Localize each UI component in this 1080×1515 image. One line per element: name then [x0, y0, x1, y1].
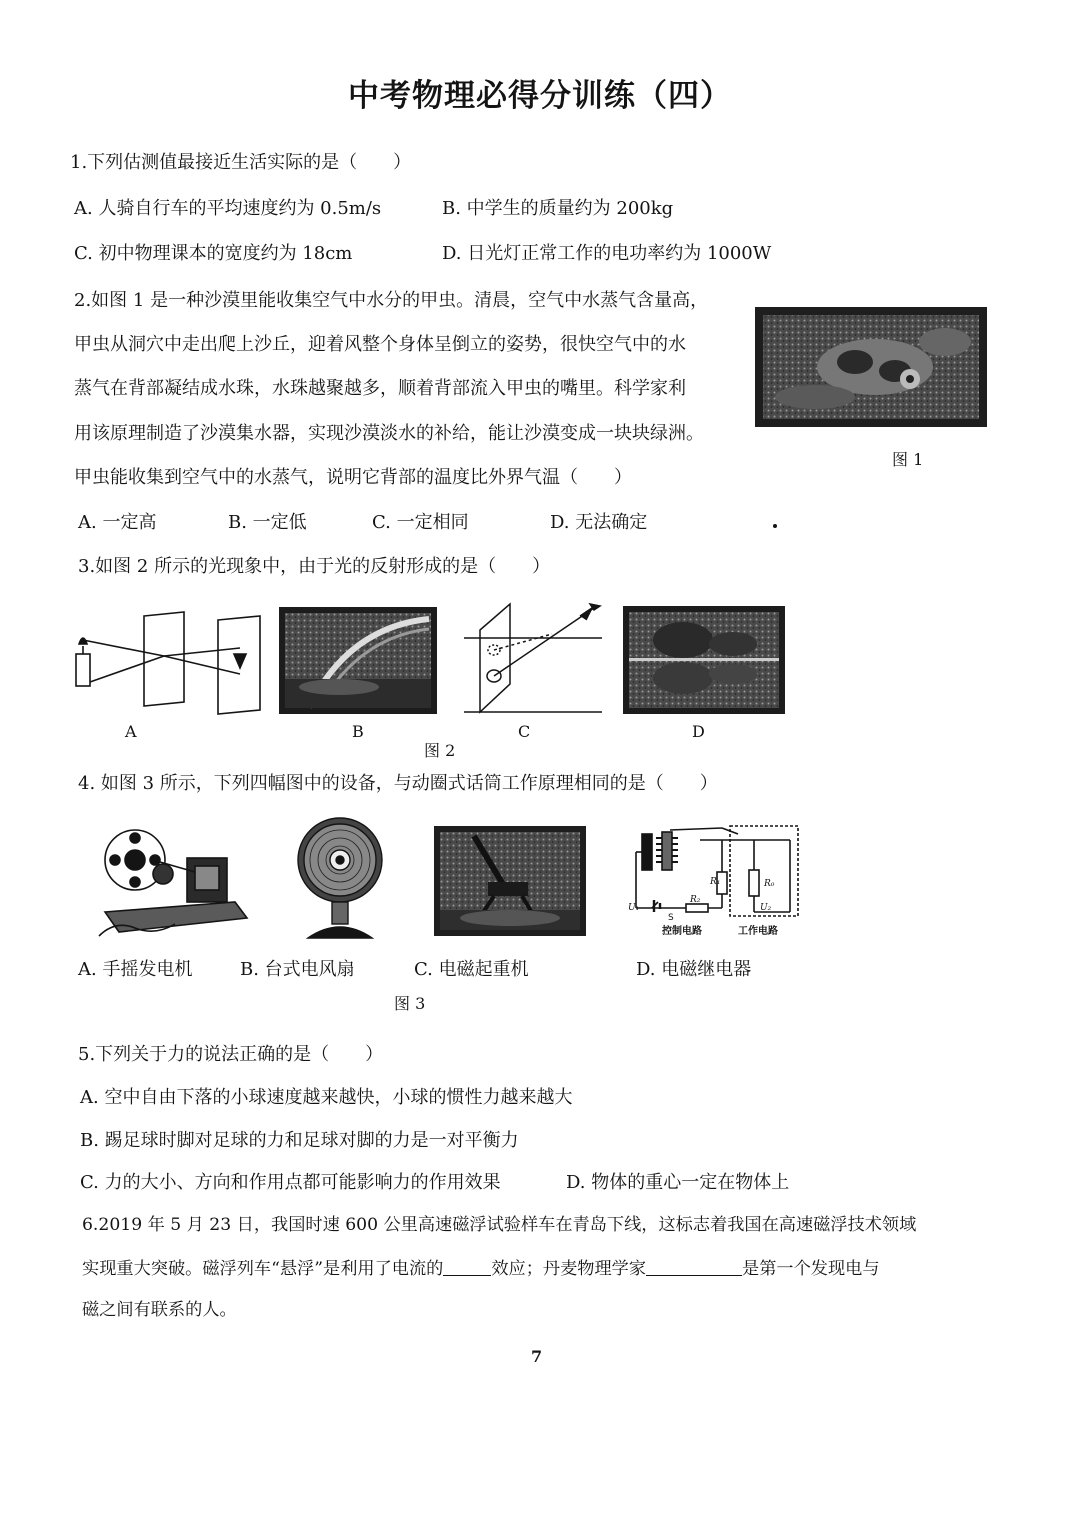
- figure-3d-relay-circuit-diagram: [626, 822, 806, 938]
- figure-2-label-c: C: [518, 722, 531, 741]
- q1-option-d: D. 日光灯正常工作的电功率约为 1000W: [442, 243, 772, 264]
- stray-dot-mark: [773, 524, 777, 528]
- q1-option-c: C. 初中物理课本的宽度约为 18cm: [74, 243, 353, 264]
- figure-2c-mirror-diagram: [462, 600, 606, 716]
- page-number: 7: [531, 1347, 543, 1366]
- q6-text-line-2: [82, 1257, 880, 1280]
- q2-option-a: A. 一定高: [78, 512, 157, 533]
- q5-stem: 5.下列关于力的说法正确的是（ ）: [78, 1044, 384, 1065]
- figure-2d-lake-reflection-photo: [623, 606, 785, 714]
- q4-stem: 4. 如图 3 所示，下列四幅图中的设备，与动圈式话筒工作原理相同的是（ ）: [78, 773, 718, 794]
- q2-text-line-2: 甲虫从洞穴中走出爬上沙丘，迎着风整个身体呈倒立的姿势，很快空气中的水: [74, 334, 686, 355]
- q2-text-line-1: 2.如图 1 是一种沙漠里能收集空气中水分的甲虫。清晨，空气中水蒸气含量高，: [74, 290, 709, 311]
- q2-text-line-4: 用该原理制造了沙漠集水器，实现沙漠淡水的补给，能让沙漠变成一块块绿洲。: [74, 423, 704, 444]
- q6-answer-blank-1[interactable]: [443, 1257, 491, 1276]
- relay-label-r2: R₂: [690, 895, 701, 905]
- relay-label-r1: R₁: [710, 877, 721, 887]
- q2-text-line-5: 甲虫能收集到空气中的水蒸气，说明它背部的温度比外界气温（ ）: [74, 467, 632, 488]
- q4-option-b: B. 台式电风扇: [240, 959, 355, 980]
- q5-option-b: B. 踢足球时脚对足球的力和足球对脚的力是一对平衡力: [80, 1130, 519, 1151]
- q6-text-line-1: 6.2019 年 5 月 23 日，我国时速 600 公里高速磁浮试验样车在青岛下线，这标志着我国在高速磁浮技术领域: [82, 1215, 917, 1235]
- relay-label-work-circuit: 工作电路: [738, 926, 778, 937]
- q1-option-b: B. 中学生的质量约为 200kg: [442, 198, 674, 219]
- q2-option-d: D. 无法确定: [550, 512, 648, 533]
- q6-answer-blank-2[interactable]: [646, 1257, 742, 1276]
- q3-stem: 3.如图 2 所示的光现象中，由于光的反射形成的是（ ）: [78, 556, 551, 577]
- q6-text-segment-2: 效应；丹麦物理学家: [491, 1259, 647, 1279]
- q2-text-line-3: 蒸气在背部凝结成水珠，水珠越聚越多，顺着背部流入甲虫的嘴里。科学家利: [74, 378, 686, 399]
- relay-label-r0: R₀: [764, 879, 775, 889]
- figure-1-beetle-photo: [755, 307, 987, 427]
- figure-2-label-d: D: [692, 722, 705, 741]
- relay-label-control-circuit: 控制电路: [662, 926, 702, 937]
- q4-option-c: C. 电磁起重机: [414, 959, 529, 980]
- figure-3c-electromagnetic-crane-photo: [434, 826, 586, 936]
- figure-3-caption: 图 3: [394, 994, 426, 1013]
- page-title: 中考物理必得分训练（四）: [348, 78, 732, 114]
- figure-2-caption: 图 2: [424, 741, 456, 760]
- q5-option-a: A. 空中自由下落的小球速度越来越快，小球的惯性力越来越大: [80, 1087, 573, 1108]
- q1-option-a: A. 人骑自行车的平均速度约为 0.5m/s: [74, 198, 382, 219]
- relay-label-u2: U₂: [760, 903, 772, 913]
- q5-option-c: C. 力的大小、方向和作用点都可能影响力的作用效果: [80, 1172, 501, 1193]
- figure-2-label-b: B: [352, 722, 364, 741]
- q2-option-c: C. 一定相同: [372, 512, 469, 533]
- q6-text-segment-3: 是第一个发现电与: [742, 1259, 880, 1279]
- relay-label-u1: U₁: [628, 903, 640, 913]
- q2-option-b: B. 一定低: [228, 512, 307, 533]
- figure-2a-pinhole-camera: [68, 610, 268, 740]
- figure-2b-rainbow-photo: [279, 607, 437, 714]
- q4-option-d: D. 电磁继电器: [636, 959, 752, 980]
- figure-3a-hand-generator: [95, 820, 255, 940]
- q5-option-d: D. 物体的重心一定在物体上: [566, 1172, 790, 1193]
- figure-3b-desk-fan: [290, 816, 390, 942]
- figure-1-caption: 图 1: [892, 450, 924, 469]
- q6-text-line-3: 磁之间有联系的人。: [82, 1300, 237, 1320]
- figure-2-label-a: A: [125, 722, 137, 741]
- q6-text-segment-1: 实现重大突破。磁浮列车“悬浮”是利用了电流的: [82, 1259, 444, 1279]
- relay-label-s: S: [668, 913, 674, 923]
- q4-option-a: A. 手摇发电机: [78, 959, 193, 980]
- q1-stem: 1.下列估测值最接近生活实际的是（ ）: [70, 152, 412, 173]
